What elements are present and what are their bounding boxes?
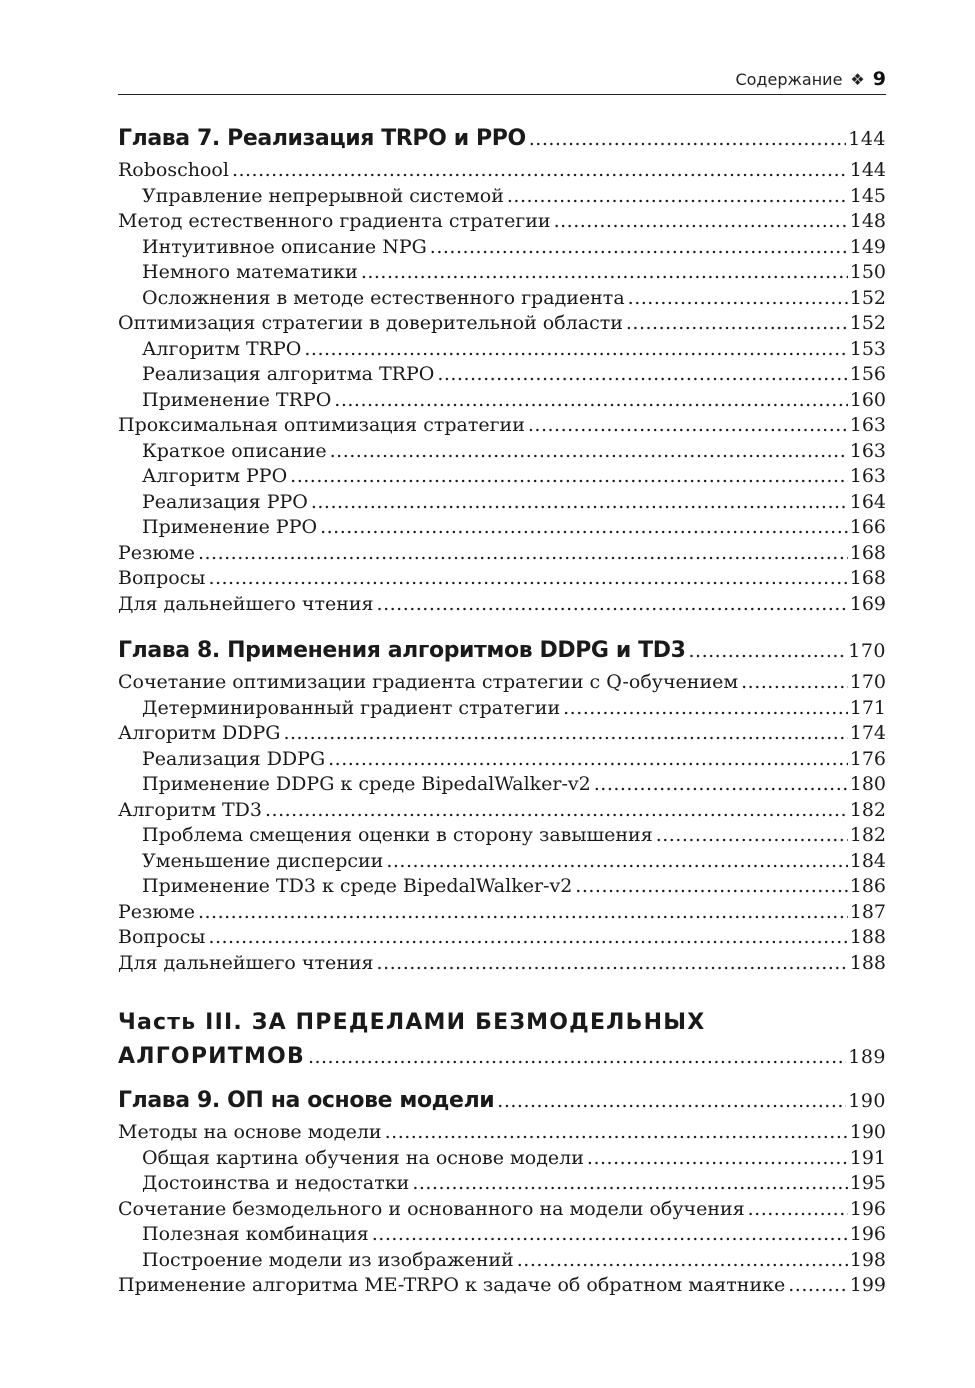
- toc-subitem[interactable]: [118, 260, 886, 286]
- dot-leader: [430, 235, 848, 261]
- toc-item-page: 149: [849, 235, 886, 258]
- running-header-title: Содержание: [735, 70, 843, 89]
- toc-item[interactable]: [118, 158, 886, 184]
- toc-subitem[interactable]: [118, 1146, 886, 1172]
- toc-item[interactable]: [118, 413, 886, 439]
- toc-item[interactable]: [118, 209, 886, 235]
- dot-leader: [330, 439, 848, 465]
- toc-item[interactable]: [118, 592, 886, 618]
- dot-leader: [507, 184, 848, 210]
- toc-item[interactable]: [118, 670, 886, 696]
- toc-item-page: 160: [849, 388, 886, 411]
- toc-item-title: Сочетание безмодельного и основанного на модели обучения: [118, 1197, 745, 1220]
- toc-subitem[interactable]: [118, 337, 886, 363]
- toc-item-page: 196: [849, 1197, 886, 1220]
- toc-item-page: 152: [849, 286, 886, 309]
- toc-item-title: Применение алгоритма ME-TRPO к задаче об обратном маятнике: [118, 1274, 786, 1296]
- toc-item-title: Детерминированный градиент стратегии: [142, 696, 561, 719]
- toc-subitem[interactable]: [118, 362, 886, 388]
- dot-leader: [385, 1120, 848, 1146]
- toc-item-page: 199: [849, 1274, 886, 1296]
- chapter-page: 170: [848, 640, 886, 662]
- dot-leader: [320, 515, 848, 541]
- toc-item-title: Реализация DDPG: [142, 747, 326, 770]
- dot-leader: [554, 209, 848, 235]
- toc-item-title: Вопросы: [118, 567, 206, 589]
- toc-item-title: Оптимизация стратегии в доверительной области: [118, 312, 623, 334]
- dot-leader: [748, 1197, 848, 1223]
- toc-subitem[interactable]: [118, 490, 886, 516]
- chapter-title: Глава 7. Реализация TRPO и PPO: [118, 126, 526, 151]
- dot-leader: [208, 566, 847, 592]
- toc-item-page: 169: [849, 592, 886, 615]
- toc-item-title: Для дальнейшего чтения: [118, 951, 374, 974]
- toc-item-page: 182: [849, 824, 886, 846]
- dot-leader: [265, 798, 848, 824]
- toc-subitem[interactable]: [118, 1222, 886, 1248]
- toc-item-title: Сочетание оптимизации градиента стратегии с Q-обучением: [118, 671, 739, 693]
- toc-item[interactable]: [118, 1120, 886, 1146]
- toc-item-title: Построение модели из изображений: [142, 1248, 514, 1271]
- chapter-title: Глава 8. Применения алгоритмов DDPG и TD3: [118, 638, 686, 663]
- toc-subitem[interactable]: [118, 515, 886, 541]
- header-right: [735, 68, 886, 90]
- dot-leader: [594, 772, 848, 798]
- dot-leader: [377, 592, 848, 618]
- dot-leader: [528, 413, 848, 439]
- dot-leader: [497, 1086, 846, 1116]
- dot-leader: [529, 124, 846, 154]
- toc-item-page: 163: [849, 439, 886, 462]
- toc-item-page: 180: [849, 773, 886, 795]
- toc-item-page: 176: [849, 747, 886, 770]
- toc-item-title: Метод естественного градиента стратегии: [118, 210, 551, 232]
- dot-leader: [361, 260, 848, 286]
- dot-leader: [788, 1273, 847, 1299]
- toc-item-page: 170: [849, 671, 886, 693]
- toc-subitem[interactable]: [118, 696, 886, 722]
- toc-item-page: 187: [849, 900, 886, 923]
- toc-item-title: Алгоритм TRPO: [142, 337, 302, 360]
- toc-item-page: 150: [849, 261, 886, 283]
- toc-item-page: 174: [849, 722, 886, 744]
- toc-item-page: 152: [849, 312, 886, 334]
- ornament-icon: ❖: [850, 70, 865, 89]
- toc-subitem[interactable]: [118, 772, 886, 798]
- chapter-page: 144: [848, 128, 886, 150]
- toc-item-title: Резюме: [118, 541, 195, 564]
- toc-item-title: Реализация алгоритма TRPO: [142, 363, 435, 385]
- dot-leader: [290, 464, 848, 490]
- dot-leader: [328, 747, 848, 773]
- toc-item-page: 196: [849, 1223, 886, 1245]
- toc-item[interactable]: [118, 798, 886, 824]
- toc-item-page: 166: [849, 516, 886, 538]
- running-header: [118, 64, 886, 95]
- page-number: 9: [872, 68, 886, 90]
- chapter-page: 190: [848, 1090, 886, 1112]
- toc-subitem[interactable]: [118, 439, 886, 465]
- toc-item-page: 171: [849, 696, 886, 719]
- toc-item-title: Достоинства и недостатки: [142, 1172, 410, 1194]
- toc-item-title: Полезная комбинация: [142, 1223, 369, 1245]
- dot-leader: [198, 900, 848, 926]
- toc-item-page: 190: [849, 1121, 886, 1143]
- toc-item-title: Осложнения в методе естественного градиента: [142, 286, 625, 309]
- dot-leader: [283, 721, 847, 747]
- toc-subitem[interactable]: [118, 1248, 886, 1274]
- dot-leader: [628, 286, 848, 312]
- toc-item-page: 198: [849, 1248, 886, 1271]
- toc-subitem[interactable]: [118, 464, 886, 490]
- toc-chapter-7[interactable]: [118, 124, 886, 154]
- toc-item-page: 188: [849, 926, 886, 948]
- chapter-title: Глава 9. ОП на основе модели: [118, 1088, 495, 1113]
- dot-leader: [626, 311, 848, 337]
- toc-item-title: Алгоритм PPO: [142, 465, 288, 487]
- toc-item-title: Резюме: [118, 900, 195, 923]
- dot-leader: [575, 874, 847, 900]
- toc-item-page: 188: [849, 951, 886, 974]
- part-title-line2: АЛГОРИТМОВ: [118, 1044, 305, 1069]
- toc-chapter-9[interactable]: [118, 1086, 886, 1116]
- toc-chapter-8[interactable]: [118, 636, 886, 666]
- toc-subitem[interactable]: [118, 874, 886, 900]
- toc-item[interactable]: [118, 566, 886, 592]
- part-page: 189: [848, 1046, 886, 1068]
- toc-item-title: Применение PPO: [142, 516, 318, 538]
- table-of-contents: [118, 124, 886, 1299]
- toc-item-title: Алгоритм DDPG: [118, 722, 281, 744]
- toc-item-title: Применение TRPO: [142, 388, 332, 411]
- dot-leader: [208, 925, 847, 951]
- dot-leader: [563, 696, 848, 722]
- toc-item-page: 164: [849, 490, 886, 513]
- toc-item-title: Для дальнейшего чтения: [118, 592, 374, 615]
- toc-subitem[interactable]: [118, 286, 886, 312]
- toc-item-page: 163: [849, 465, 886, 487]
- toc-item-page: 153: [849, 337, 886, 360]
- toc-item-page: 186: [849, 875, 886, 897]
- toc-item-title: Проблема смещения оценки в сторону завышения: [142, 824, 653, 846]
- toc-item-page: 182: [849, 798, 886, 821]
- toc-item[interactable]: [118, 1197, 886, 1223]
- toc-item[interactable]: [118, 951, 886, 977]
- toc-subitem[interactable]: [118, 388, 886, 414]
- toc-item-title: Проксимальная оптимизация стратегии: [118, 414, 525, 436]
- dot-leader: [304, 337, 847, 363]
- dot-leader: [656, 823, 848, 849]
- dot-leader: [198, 541, 848, 567]
- toc-item-title: Краткое описание: [142, 439, 327, 462]
- toc-item-page: 168: [849, 541, 886, 564]
- part-title-line2-row: [118, 1040, 886, 1074]
- toc-item-page: 163: [849, 414, 886, 436]
- toc-item-title: Вопросы: [118, 926, 206, 948]
- dot-leader: [689, 636, 847, 666]
- dot-leader: [741, 670, 848, 696]
- toc-item-title: Roboschool: [118, 159, 229, 181]
- dot-leader: [517, 1248, 848, 1274]
- toc-item[interactable]: [118, 1273, 886, 1299]
- toc-item-title: Реализация PPO: [142, 490, 308, 513]
- toc-item-page: 195: [849, 1172, 886, 1194]
- toc-item-title: Интуитивное описание NPG: [142, 235, 427, 258]
- toc-item-title: Общая картина обучения на основе модели: [142, 1146, 584, 1169]
- toc-item[interactable]: [118, 900, 886, 926]
- dot-leader: [587, 1146, 848, 1172]
- toc-item-page: 144: [849, 159, 886, 181]
- toc-item[interactable]: [118, 925, 886, 951]
- toc-item-title: Немного математики: [142, 261, 358, 283]
- toc-item-page: 191: [849, 1146, 886, 1169]
- toc-item[interactable]: [118, 311, 886, 337]
- dot-leader: [232, 158, 848, 184]
- toc-subitem[interactable]: [118, 823, 886, 849]
- part-title-line1: Часть III. ЗА ПРЕДЕЛАМИ БЕЗМОДЕЛЬНЫХ: [118, 1010, 706, 1035]
- toc-subitem[interactable]: [118, 235, 886, 261]
- toc-item-title: Методы на основе модели: [118, 1121, 382, 1143]
- toc-item-page: 156: [849, 363, 886, 385]
- toc-subitem[interactable]: [118, 849, 886, 875]
- dot-leader: [372, 1222, 848, 1248]
- dot-leader: [334, 388, 847, 414]
- toc-subitem[interactable]: [118, 747, 886, 773]
- dot-leader: [377, 951, 848, 977]
- toc-item[interactable]: [118, 541, 886, 567]
- toc-item-title: Применение DDPG к среде BipedalWalker-v2: [142, 773, 591, 795]
- toc-item-title: Алгоритм TD3: [118, 798, 263, 821]
- dot-leader: [386, 849, 847, 875]
- dot-leader: [311, 490, 848, 516]
- toc-subitem[interactable]: [118, 1171, 886, 1197]
- toc-item-page: 145: [849, 184, 886, 207]
- toc-item[interactable]: [118, 721, 886, 747]
- toc-item-page: 184: [849, 849, 886, 872]
- dot-leader: [437, 362, 847, 388]
- toc-item-page: 168: [849, 567, 886, 589]
- dot-leader: [412, 1171, 847, 1197]
- toc-subitem[interactable]: [118, 184, 886, 210]
- toc-item-title: Уменьшение дисперсии: [142, 849, 384, 872]
- toc-item-page: 148: [849, 210, 886, 232]
- toc-part-3[interactable]: [118, 1006, 886, 1074]
- dot-leader: [308, 1040, 846, 1074]
- toc-item-title: Применение TD3 к среде BipedalWalker-v2: [142, 875, 573, 897]
- toc-item-title: Управление непрерывной системой: [142, 184, 504, 207]
